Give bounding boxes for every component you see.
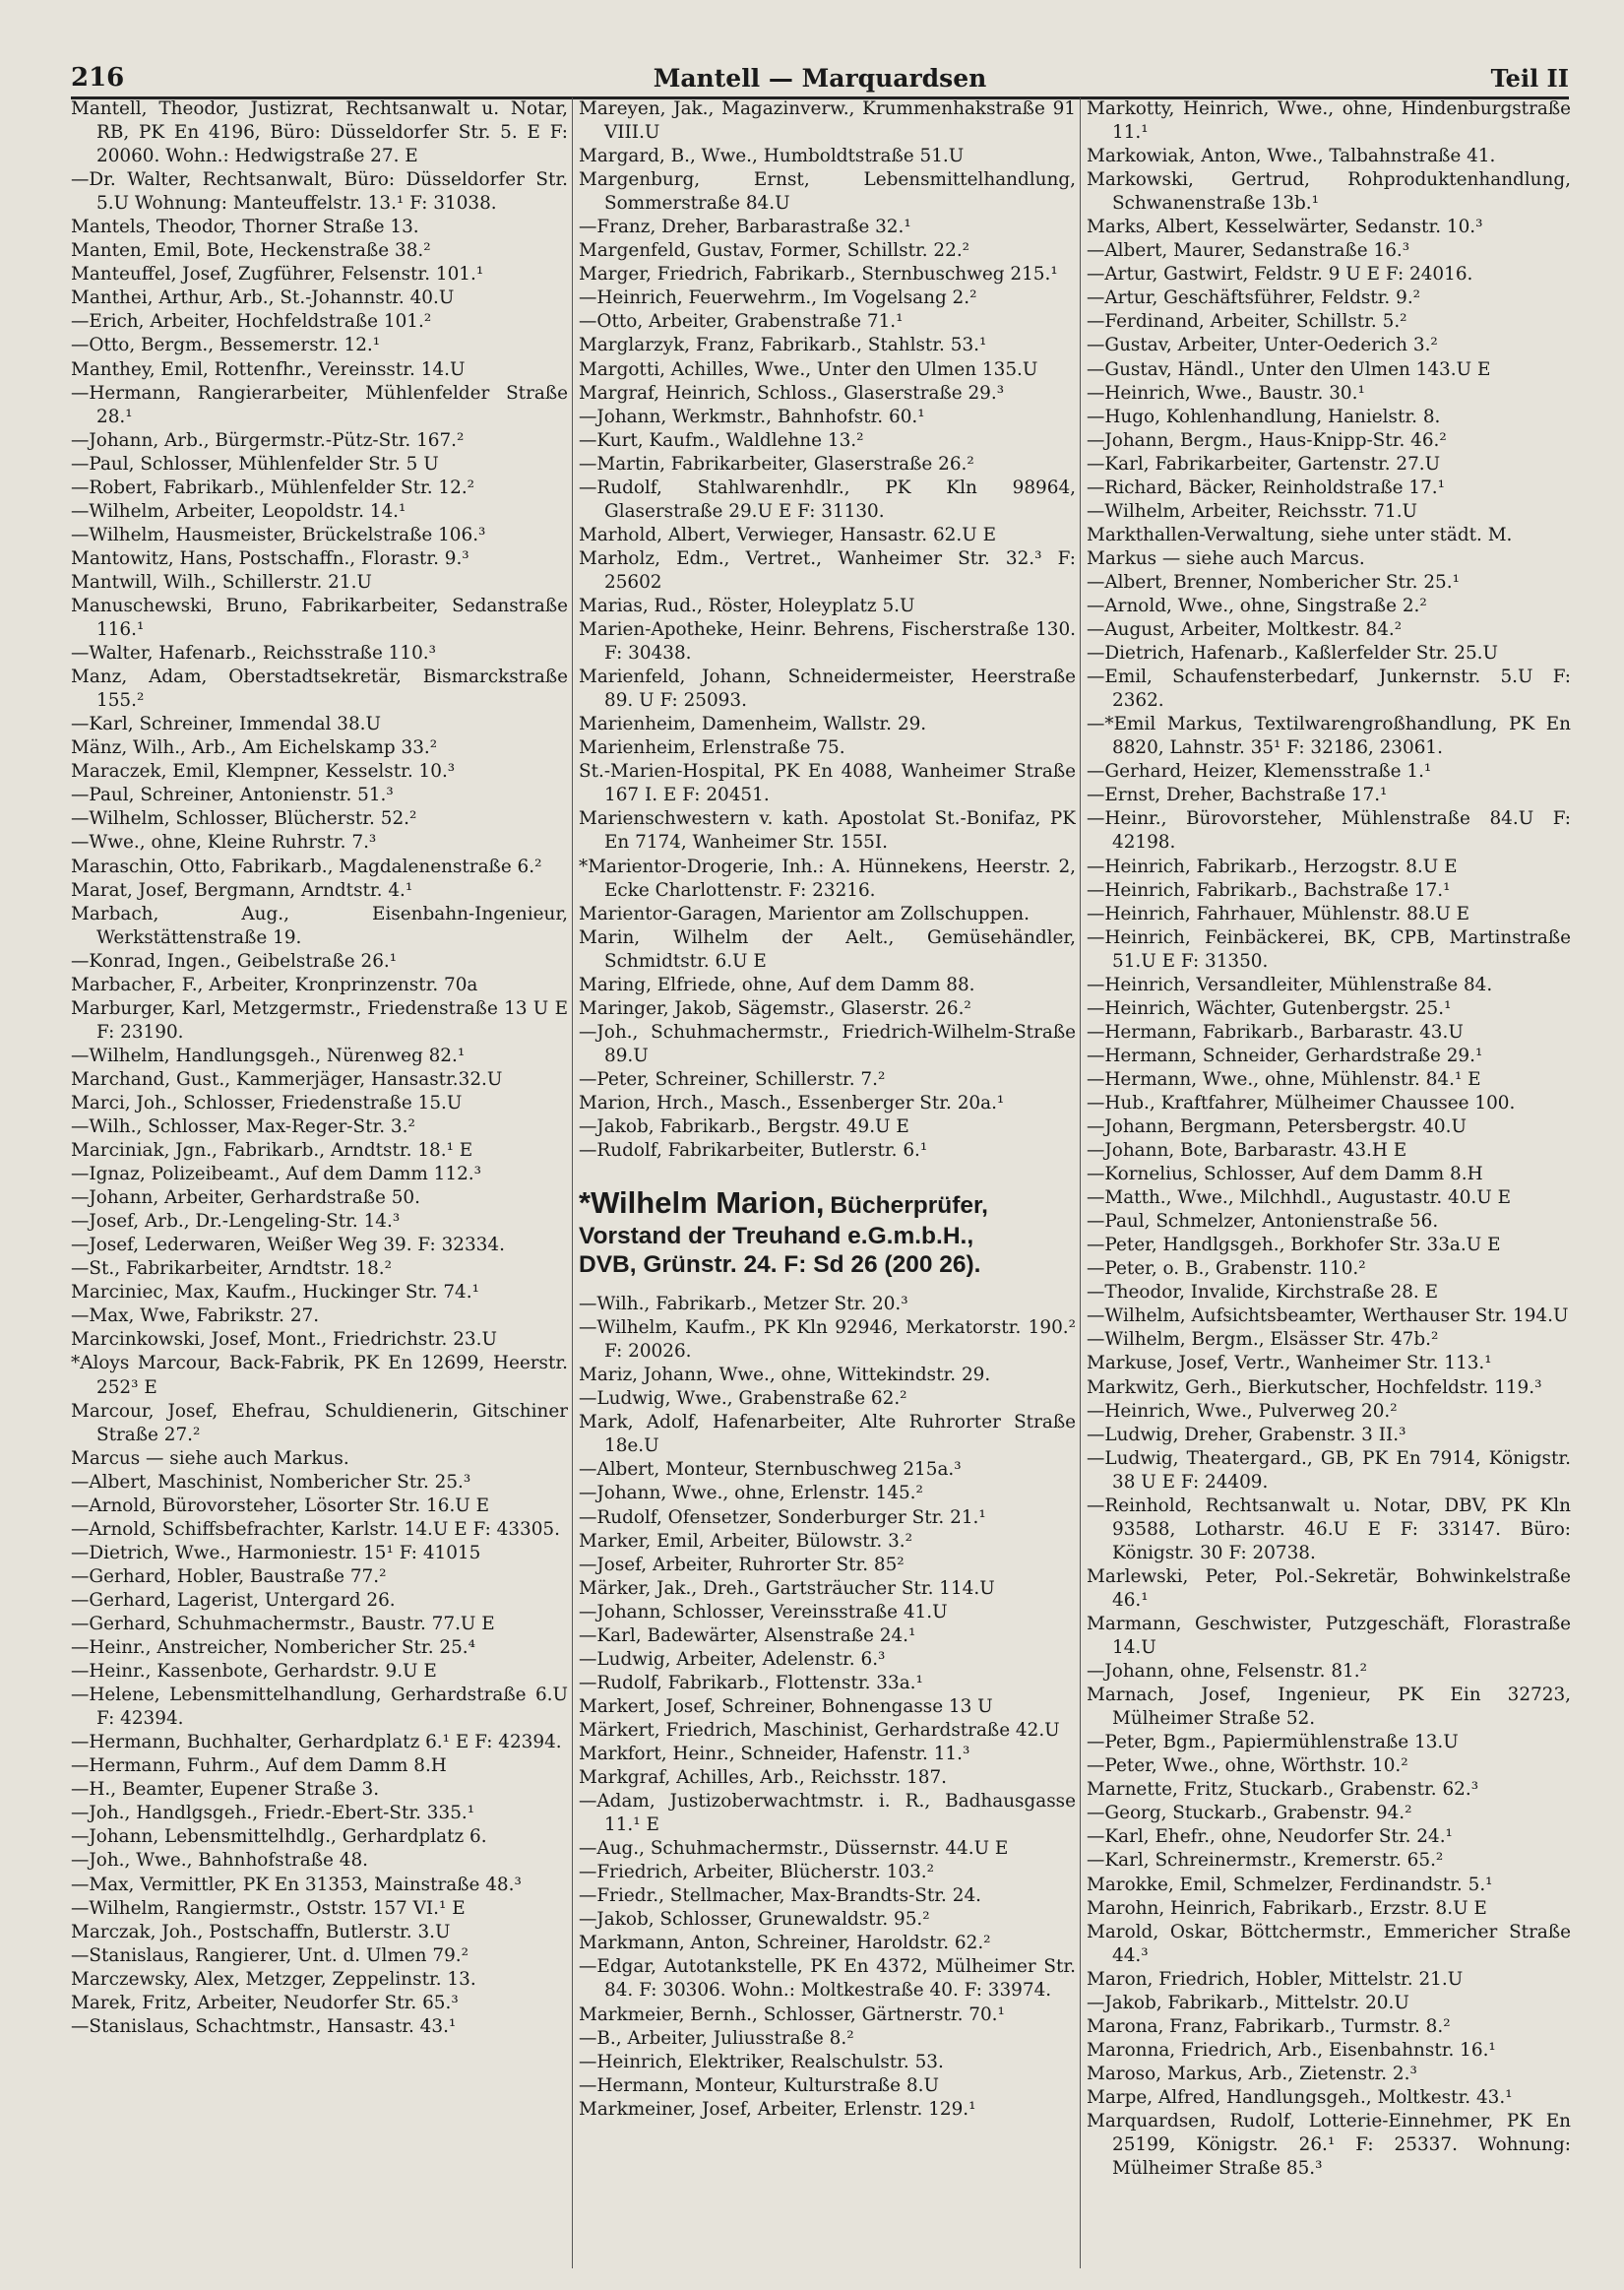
directory-entry: Marquardsen, Rudolf, Lotterie-Einnehmer, PK En 25199, Königstr. 26.¹ F: 25337. Wohnung: Mülheimer Straße 85.³ xyxy=(1087,2110,1571,2180)
directory-entry: —Dietrich, Wwe., Harmoniestr. 15¹ F: 41015 xyxy=(71,1542,481,1563)
directory-entry: Markmann, Anton, Schreiner, Haroldstr. 62.² xyxy=(579,1933,991,1954)
directory-entry: Marion, Hrch., Masch., Essenberger Str. 20a.¹ xyxy=(579,1092,1005,1113)
page-number: 216 xyxy=(71,63,125,93)
directory-entry: Markwitz, Gerh., Bierkutscher, Hochfeldstr. 119.³ xyxy=(1087,1376,1542,1398)
directory-entry: —Heinr., Kassenbote, Gerhardstr. 9.U E xyxy=(71,1661,437,1683)
directory-entry: —Paul, Schmelzer, Antonienstraße 56. xyxy=(1087,1211,1439,1233)
directory-entry: —Wilhelm, Rangiermstr., Oststr. 157 VI.¹ E xyxy=(71,1897,466,1919)
directory-entry: —Arnold, Wwe., ohne, Singstraße 2.² xyxy=(1087,595,1427,616)
directory-entry: Marburger, Karl, Metzgermstr., Friedenstraße 13 U E F: 23190. xyxy=(71,997,568,1043)
part-label: Teil II xyxy=(1490,64,1569,93)
directory-entry: —Wilhelm, Schlosser, Blücherstr. 52.² xyxy=(71,808,417,830)
directory-entry: —Albert, Brenner, Nombericher Str. 25.¹ xyxy=(1087,571,1460,593)
directory-entry: Maron, Friedrich, Hobler, Mittelstr. 21.U xyxy=(1087,1968,1464,1990)
directory-entry: —Walter, Hafenarb., Reichsstraße 110.³ xyxy=(71,643,436,665)
directory-entry: —Wilhelm, Kaufm., PK Kln 92946, Merkatorstr. 190.² F: 20026. xyxy=(579,1317,1076,1363)
directory-entry: Mark, Adolf, Hafenarbeiter, Alte Ruhrorter Straße 18e.U xyxy=(579,1412,1076,1457)
directory-entry: Marpe, Alfred, Handlungsgeh., Moltkestr. 43.¹ xyxy=(1087,2086,1513,2108)
ad-name: *Wilhelm Marion, xyxy=(579,1185,825,1221)
directory-entry: —Karl, Badewärter, Alsenstraße 24.¹ xyxy=(579,1624,916,1646)
directory-entry: Marciniec, Max, Kaufm., Huckinger Str. 74.¹ xyxy=(71,1282,479,1304)
directory-entry: —Gustav, Händl., Unter den Ulmen 143.U E xyxy=(1087,358,1491,380)
directory-entry: Markowski, Gertrud, Rohproduktenhandlung, Schwanenstraße 13b.¹ xyxy=(1087,169,1571,215)
directory-entry: Marci, Joh., Schlosser, Friedenstraße 15.U xyxy=(71,1092,463,1113)
directory-entry: —Karl, Schreinermstr., Kremerstr. 65.² xyxy=(1087,1850,1444,1872)
directory-entry: —Heinrich, Elektriker, Realschulstr. 53. xyxy=(579,2051,944,2072)
directory-entry: —Rudolf, Fabrikarb., Flottenstr. 33a.¹ xyxy=(579,1672,923,1693)
directory-entry: —Heinrich, Fahrhauer, Mühlenstr. 88.U E xyxy=(1087,903,1470,924)
directory-entry: —Hermann, Wwe., ohne, Mühlenstr. 84.¹ E xyxy=(1087,1068,1481,1090)
directory-entry: —Josef, Arb., Dr.-Lengeling-Str. 14.³ xyxy=(71,1211,401,1233)
directory-entry: Marienheim, Erlenstraße 75. xyxy=(579,737,845,759)
directory-entry: —Helene, Lebensmittelhandlung, Gerhardstraße 6.U F: 42394. xyxy=(71,1685,568,1730)
directory-entry: Markus — siehe auch Marcus. xyxy=(1087,547,1365,569)
directory-entry: —Johann, Werkmstr., Bahnhofstr. 60.¹ xyxy=(579,406,925,427)
directory-entry: —Aug., Schuhmachermstr., Düssernstr. 44.U E xyxy=(579,1838,1009,1860)
directory-entry: —Gustav, Arbeiter, Unter-Oederich 3.² xyxy=(1087,335,1438,356)
directory-entry: —Jakob, Fabrikarb., Bergstr. 49.U E xyxy=(579,1116,909,1138)
directory-entry: —August, Arbeiter, Moltkestr. 84.² xyxy=(1087,619,1403,641)
directory-entry: —Dr. Walter, Rechtsanwalt, Büro: Düsseldorfer Str. 5.U Wohnung: Manteuffelstr. 13.¹ F: 31038. xyxy=(71,169,568,215)
directory-entry: Manten, Emil, Bote, Heckenstraße 38.² xyxy=(71,240,431,262)
directory-entry: —H., Beamter, Eupener Straße 3. xyxy=(71,1779,380,1801)
directory-entry: —Peter, Handlgsgeh., Borkhofer Str. 33a.U E xyxy=(1087,1235,1501,1256)
directory-entry: Manz, Adam, Oberstadtsekretär, Bismarckstraße 155.² xyxy=(71,667,568,712)
directory-entry: —Heinrich, Feuerwehrm., Im Vogelsang 2.² xyxy=(579,287,977,309)
directory-entry: —Albert, Monteur, Sternbuschweg 215a.³ xyxy=(579,1459,962,1481)
directory-entry: —Heinrich, Wwe., Baustr. 30.¹ xyxy=(1087,382,1365,404)
directory-entry: Marczak, Joh., Postschaffn, Butlerstr. 3.U xyxy=(71,1921,451,1942)
directory-entry: —Ernst, Dreher, Bachstraße 17.¹ xyxy=(1087,785,1388,806)
directory-entry: Märker, Jak., Dreh., Gartsträucher Str. 114.U xyxy=(579,1577,995,1599)
directory-entry: —Franz, Dreher, Barbarastraße 32.¹ xyxy=(579,217,911,238)
directory-entry: —Friedrich, Arbeiter, Blücherstr. 103.² xyxy=(579,1862,935,1883)
directory-entry: —Josef, Lederwaren, Weißer Weg 39. F: 32334. xyxy=(71,1235,505,1256)
directory-entry: Maraschin, Otto, Fabrikarb., Magdalenenstraße 6.² xyxy=(71,856,542,877)
directory-entry: —Paul, Schreiner, Antonienstr. 51.³ xyxy=(71,785,394,806)
directory-entry: —Hub., Kraftfahrer, Mülheimer Chaussee 100. xyxy=(1087,1092,1516,1113)
directory-entry: —Karl, Ehefr., ohne, Neudorfer Str. 24.¹ xyxy=(1087,1826,1453,1848)
directory-entry: Mariz, Johann, Wwe., ohne, Wittekindstr. 29. xyxy=(579,1365,991,1386)
directory-entry: —Wilh., Schlosser, Max-Reger-Str. 3.² xyxy=(71,1116,415,1138)
directory-entry: —Peter, Bgm., Papiermühlenstraße 13.U xyxy=(1087,1732,1459,1753)
directory-entry: Manthey, Emil, Rottenfhr., Vereinsstr. 14.U xyxy=(71,358,466,380)
directory-entry: —Peter, Schreiner, Schillerstr. 7.² xyxy=(579,1068,886,1090)
directory-entry: —B., Arbeiter, Juliusstraße 8.² xyxy=(579,2027,854,2049)
directory-entry: —Heinrich, Wwe., Pulverweg 20.² xyxy=(1087,1400,1398,1422)
directory-entry: —Stanislaus, Schachtmstr., Hansastr. 43.¹ xyxy=(71,2015,457,2037)
column-middle-bottom xyxy=(579,1293,1076,2122)
directory-entry: Marientor-Garagen, Marientor am Zollschuppen. xyxy=(579,903,1030,924)
directory-entry: Mantels, Theodor, Thorner Straße 13. xyxy=(71,217,419,238)
directory-entry: —Albert, Maschinist, Nombericher Str. 25.³ xyxy=(71,1471,471,1493)
directory-entry: —Hermann, Buchhalter, Gerhardplatz 6.¹ E F: 42394. xyxy=(71,1732,562,1753)
directory-entry: —Arnold, Schiffsbefrachter, Karlstr. 14.U E F: 43305. xyxy=(71,1518,560,1540)
directory-entry: Mantell, Theodor, Justizrat, Rechtsanwalt u. Notar, RB, PK En 4196, Büro: Düsseldorfer Str. 5. E F: 20060. Wohn.: Hedwigstraße 27. E xyxy=(71,98,568,167)
directory-entry: Marienschwestern v. kath. Apostolat St.-Bonifaz, PK En 7174, Wanheimer Str. 155I. xyxy=(579,808,1076,854)
directory-entry: —Ludwig, Dreher, Grabenstr. 3 II.³ xyxy=(1087,1424,1406,1445)
directory-entry: —Ferdinand, Arbeiter, Schillstr. 5.² xyxy=(1087,311,1407,333)
directory-entry: —Ludwig, Arbeiter, Adelenstr. 6.³ xyxy=(579,1648,886,1670)
directory-entry: —Heinrich, Wächter, Gutenbergstr. 25.¹ xyxy=(1087,997,1452,1019)
directory-entry: Marek, Fritz, Arbeiter, Neudorfer Str. 65.³ xyxy=(71,1992,459,2013)
directory-entry: —Johann, Lebensmittelhdlg., Gerhardplatz 6. xyxy=(71,1826,487,1848)
directory-entry: —Heinrich, Fabrikarb., Bachstraße 17.¹ xyxy=(1087,879,1451,901)
directory-entry: Marmann, Geschwister, Putzgeschäft, Florastraße 14.U xyxy=(1087,1614,1571,1659)
directory-entry: Marien-Apotheke, Heinr. Behrens, Fischerstraße 130. F: 30438. xyxy=(579,619,1076,665)
directory-entry: Marczewsky, Alex, Metzger, Zeppelinstr. 13. xyxy=(71,1968,476,1990)
directory-entry: —Karl, Fabrikarbeiter, Gartenstr. 27.U xyxy=(1087,453,1441,475)
directory-entry: Märkert, Friedrich, Maschinist, Gerhardstraße 42.U xyxy=(579,1719,1060,1741)
directory-entry: Marbacher, F., Arbeiter, Kronprinzenstr. 70a xyxy=(71,974,478,995)
advertisement-marion xyxy=(579,1182,1076,1285)
directory-entry: Markmeiner, Josef, Arbeiter, Erlenstr. 129.¹ xyxy=(579,2098,976,2120)
directory-entry: Marcus — siehe auch Markus. xyxy=(71,1447,349,1469)
directory-entry: —Edgar, Autotankstelle, PK En 4372, Mülheimer Str. 84. F: 30306. Wohn.: Moltkestraße 40. F: 33974. xyxy=(579,1956,1076,2002)
directory-entry: —Wilhelm, Hausmeister, Brückelstraße 106.³ xyxy=(71,524,486,545)
directory-entry: Maronna, Friedrich, Arb., Eisenbahnstr. 16.¹ xyxy=(1087,2039,1496,2061)
directory-entry: Markert, Josef, Schreiner, Bohnengasse 13 U xyxy=(579,1695,993,1717)
directory-entry: Mareyen, Jak., Magazinverw., Krummenhakstraße 91 VIII.U xyxy=(579,98,1076,144)
ad-role: Bücherprüfer, xyxy=(830,1192,988,1220)
page-header xyxy=(71,57,1569,99)
directory-entry: —Adam, Justizoberwachtmstr. i. R., Badhausgasse 11.¹ E xyxy=(579,1791,1076,1836)
directory-entry: Marcinkowski, Josef, Mont., Friedrichstr. 23.U xyxy=(71,1329,497,1351)
directory-entry: —*Emil Markus, Textilwarengroßhandlung, PK En 8820, Lahnstr. 35¹ F: 32186, 23061. xyxy=(1087,714,1571,759)
directory-entry: —Hermann, Fabrikarb., Barbarastr. 43.U xyxy=(1087,1021,1464,1043)
directory-entry: —Hermann, Rangierarbeiter, Mühlenfelder Straße 28.¹ xyxy=(71,382,568,427)
directory-entry: Marger, Friedrich, Fabrikarb., Sternbuschweg 215.¹ xyxy=(579,264,1058,286)
directory-entry: Marks, Albert, Kesselwärter, Sedanstr. 10.³ xyxy=(1087,217,1483,238)
directory-entry: —Heinrich, Versandleiter, Mühlenstraße 84. xyxy=(1087,974,1493,995)
directory-entry: —Karl, Schreiner, Immendal 38.U xyxy=(71,714,382,735)
directory-entry: —Stanislaus, Rangierer, Unt. d. Ulmen 79.² xyxy=(71,1944,468,1966)
page-title: Mantell — Marquardsen xyxy=(653,64,987,93)
directory-entry: —Johann, Bote, Barbarastr. 43.H E xyxy=(1087,1140,1407,1162)
directory-entry: —Rudolf, Ofensetzer, Sonderburger Str. 21.¹ xyxy=(579,1506,986,1528)
directory-entry: Marchand, Gust., Kammerjäger, Hansastr.32.U xyxy=(71,1068,503,1090)
directory-entry: Markgraf, Achilles, Arb., Reichsstr. 187. xyxy=(579,1767,947,1789)
directory-entry: —Johann, Bergm., Haus-Knipp-Str. 46.² xyxy=(1087,429,1447,451)
directory-entry: Mantwill, Wilh., Schillerstr. 21.U xyxy=(71,571,372,593)
directory-entry: —Josef, Arbeiter, Ruhrorter Str. 85² xyxy=(579,1554,905,1575)
directory-entry: —Ignaz, Polizeibeamt., Auf dem Damm 112.³ xyxy=(71,1164,481,1185)
directory-entry: Marona, Franz, Fabrikarb., Turmstr. 8.² xyxy=(1087,2015,1451,2037)
directory-entry: Margraf, Heinrich, Schloss., Glaserstraße 29.³ xyxy=(579,382,1005,404)
directory-entry: Marker, Emil, Arbeiter, Bülowstr. 3.² xyxy=(579,1530,913,1552)
directory-entry: —Reinhold, Rechtsanwalt u. Notar, DBV, PK Kln 93588, Lotharstr. 46.U E F: 33147. Büro: Königstr. 30 F: 20738. xyxy=(1087,1495,1571,1563)
directory-entry: —Matth., Wwe., Milchhdl., Augustastr. 40.U E xyxy=(1087,1187,1512,1209)
directory-entry: —Heinr., Bürovorsteher, Mühlenstraße 84.U F: 42198. xyxy=(1087,808,1571,854)
directory-entry: Marienheim, Damenheim, Wallstr. 29. xyxy=(579,714,927,735)
directory-entry: —Wilhelm, Handlungsgeh., Nürenweg 82.¹ xyxy=(71,1045,466,1066)
directory-entry: Marokke, Emil, Schmelzer, Ferdinandstr. 5.¹ xyxy=(1087,1874,1493,1895)
directory-entry: —Wilhelm, Bergm., Elsässer Str. 47b.² xyxy=(1087,1329,1439,1351)
directory-entry: —Joh., Schuhmachermstr., Friedrich-Wilhelm-Straße 89.U xyxy=(579,1021,1076,1066)
directory-entry: Marhold, Albert, Verwieger, Hansastr. 62.U E xyxy=(579,524,996,545)
directory-entry: —Wwe., ohne, Kleine Ruhrstr. 7.³ xyxy=(71,832,377,854)
directory-entry: —Ludwig, Theatergard., GB, PK En 7914, Königstr. 38 U E F: 24409. xyxy=(1087,1447,1571,1493)
directory-entry: Marnach, Josef, Ingenieur, PK Ein 32723, Mülheimer Straße 52. xyxy=(1087,1685,1571,1730)
directory-entry: —Konrad, Ingen., Geibelstraße 26.¹ xyxy=(71,950,398,972)
directory-entry: —Max, Vermittler, PK En 31353, Mainstraße 48.³ xyxy=(71,1874,522,1895)
directory-entry: —Hugo, Kohlenhandlung, Hanielstr. 8. xyxy=(1087,406,1441,427)
directory-entry: —Joh., Wwe., Bahnhofstraße 48. xyxy=(71,1850,369,1872)
directory-entry: —Heinrich, Feinbäckerei, BK, CPB, Martinstraße 51.U E F: 31350. xyxy=(1087,926,1571,972)
directory-entry: Maringer, Jakob, Sägemstr., Glaserstr. 26.² xyxy=(579,997,971,1019)
directory-entry: —Otto, Bergm., Bessemerstr. 12.¹ xyxy=(71,335,381,356)
directory-entry: —Wilhelm, Arbeiter, Reichsstr. 71.U xyxy=(1087,500,1418,522)
directory-entry: Marciniak, Jgn., Fabrikarb., Arndtstr. 18.¹ E xyxy=(71,1140,473,1162)
directory-entry: —Hermann, Monteur, Kulturstraße 8.U xyxy=(579,2074,939,2096)
directory-entry: St.-Marien-Hospital, PK En 4088, Wanheimer Straße 167 I. E F: 20451. xyxy=(579,761,1076,806)
directory-entry: —Peter, o. B., Grabenstr. 110.² xyxy=(1087,1258,1366,1280)
directory-entry: —Kurt, Kaufm., Waldlehne 13.² xyxy=(579,429,864,451)
directory-entry: Marat, Josef, Bergmann, Arndtstr. 4.¹ xyxy=(71,879,413,901)
directory-entry: —Paul, Schlosser, Mühlenfelder Str. 5 U xyxy=(71,453,439,475)
directory-entry: —Albert, Maurer, Sedanstraße 16.³ xyxy=(1087,240,1410,262)
directory-entry: Margenfeld, Gustav, Former, Schillstr. 22.² xyxy=(579,240,970,262)
directory-entry: Maroso, Markus, Arb., Zietenstr. 2.³ xyxy=(1087,2063,1417,2084)
directory-entry: —Peter, Wwe., ohne, Wörthstr. 10.² xyxy=(1087,1755,1408,1777)
directory-entry: Margenburg, Ernst, Lebensmittelhandlung, Sommerstraße 84.U xyxy=(579,169,1076,215)
directory-entry: Maraczek, Emil, Klempner, Kesselstr. 10.³ xyxy=(71,761,456,783)
directory-entry: Marnette, Fritz, Stuckarb., Grabenstr. 62.³ xyxy=(1087,1779,1479,1801)
directory-entry: Manuschewski, Bruno, Fabrikarbeiter, Sedanstraße 116.¹ xyxy=(71,595,568,641)
column-left xyxy=(71,97,568,2273)
directory-entry: Markuse, Josef, Vertr., Wanheimer Str. 113.¹ xyxy=(1087,1353,1492,1374)
directory-entry: Marias, Rud., Röster, Holeyplatz 5.U xyxy=(579,595,915,616)
directory-entry: Marcour, Josef, Ehefrau, Schuldienerin, Gitschiner Straße 27.² xyxy=(71,1400,568,1445)
column-middle xyxy=(579,97,1076,2273)
directory-entry: *Aloys Marcour, Back-Fabrik, PK En 12699, Heerstr. 252³ E xyxy=(71,1353,568,1398)
directory-entry: —Kornelius, Schlosser, Auf dem Damm 8.H xyxy=(1087,1164,1483,1185)
directory-entry: Margard, B., Wwe., Humboldtstraße 51.U xyxy=(579,146,965,167)
directory-entry: Marienfeld, Johann, Schneidermeister, Heerstraße 89. U F: 25093. xyxy=(579,667,1076,712)
directory-entry: —Rudolf, Stahlwarenhdlr., PK Kln 98964, Glaserstraße 29.U E F: 31130. xyxy=(579,477,1076,522)
directory-entry: Markmeier, Bernh., Schlosser, Gärtnerstr. 70.¹ xyxy=(579,2004,1005,2025)
directory-entry: —Gerhard, Lagerist, Untergard 26. xyxy=(71,1589,396,1611)
directory-entry: —Joh., Handlgsgeh., Friedr.-Ebert-Str. 335.¹ xyxy=(71,1803,475,1824)
directory-entry: Marholz, Edm., Vertret., Wanheimer Str. 32.³ F: 25602 xyxy=(579,547,1076,593)
directory-entry: —Artur, Geschäftsführer, Feldstr. 9.² xyxy=(1087,287,1421,309)
directory-entry: Marohn, Heinrich, Fabrikarb., Erzstr. 8.U E xyxy=(1087,1897,1487,1919)
directory-entry: —Otto, Arbeiter, Grabenstraße 71.¹ xyxy=(579,311,904,333)
directory-entry: Marbach, Aug., Eisenbahn-Ingenieur, Werkstättenstraße 19. xyxy=(71,903,568,948)
directory-entry: —Gerhard, Heizer, Klemensstraße 1.¹ xyxy=(1087,761,1432,783)
directory-entry: —Dietrich, Hafenarb., Kaßlerfelder Str. 25.U xyxy=(1087,643,1499,665)
ad-line-3: DVB, Grünstr. 24. F: Sd 26 (200 26). xyxy=(579,1251,981,1279)
column-middle-top xyxy=(579,97,1076,1163)
directory-entry: —Johann, Wwe., ohne, Erlenstr. 145.² xyxy=(579,1483,923,1504)
directory-entry: —Gerhard, Hobler, Baustraße 77.² xyxy=(71,1565,387,1587)
directory-entry: Marin, Wilhelm der Aelt., Gemüsehändler, Schmidtstr. 6.U E xyxy=(579,926,1076,972)
directory-entry: —Richard, Bäcker, Reinholdstraße 17.¹ xyxy=(1087,477,1445,498)
directory-entry: —Jakob, Fabrikarb., Mittelstr. 20.U xyxy=(1087,1992,1409,2013)
directory-entry: —Wilhelm, Aufsichtsbeamter, Werthauser Str. 194.U xyxy=(1087,1305,1569,1327)
directory-entry: —Emil, Schaufensterbedarf, Junkernstr. 5.U F: 2362. xyxy=(1087,667,1571,712)
column-divider xyxy=(1080,97,1081,2268)
directory-entry: Markotty, Heinrich, Wwe., ohne, Hindenburgstraße 11.¹ xyxy=(1087,98,1571,144)
directory-entry: —Erich, Arbeiter, Hochfeldstraße 101.² xyxy=(71,311,432,333)
directory-entry: Margotti, Achilles, Wwe., Unter den Ulmen 135.U xyxy=(579,358,1038,380)
directory-entry: Manthei, Arthur, Arb., St.-Johannstr. 40.U xyxy=(71,287,455,309)
directory-entry: Marlewski, Peter, Pol.-Sekretär, Bohwinkelstraße 46.¹ xyxy=(1087,1565,1571,1611)
directory-entry: —Heinr., Anstreicher, Nombericher Str. 25.⁴ xyxy=(71,1637,476,1659)
directory-entry: —Hermann, Schneider, Gerhardstraße 29.¹ xyxy=(1087,1045,1483,1066)
column-divider xyxy=(572,97,573,2268)
directory-entry: Mänz, Wilh., Arb., Am Eichelskamp 33.² xyxy=(71,737,438,759)
directory-entry: —Hermann, Fuhrm., Auf dem Damm 8.H xyxy=(71,1755,447,1777)
directory-entry: —Johann, Bergmann, Petersbergstr. 40.U xyxy=(1087,1116,1467,1138)
directory-entry: —Wilhelm, Arbeiter, Leopoldstr. 14.¹ xyxy=(71,500,406,522)
directory-entry: —Max, Wwe, Fabrikstr. 27. xyxy=(71,1305,320,1327)
directory-entry: —Arnold, Bürovorsteher, Lösorter Str. 16.U E xyxy=(71,1495,490,1516)
directory-entry: Manteuffel, Josef, Zugführer, Felsenstr. 101.¹ xyxy=(71,264,484,286)
directory-entry: —Gerhard, Schuhmachermstr., Baustr. 77.U E xyxy=(71,1614,495,1634)
directory-entry: —Johann, ohne, Felsenstr. 81.² xyxy=(1087,1661,1367,1683)
directory-entry: —Wilh., Fabrikarb., Metzer Str. 20.³ xyxy=(579,1294,908,1315)
directory-entry: —Ludwig, Wwe., Grabenstraße 62.² xyxy=(579,1388,907,1410)
directory-entry: —Theodor, Invalide, Kirchstraße 28. E xyxy=(1087,1282,1439,1304)
directory-entry: —Robert, Fabrikarb., Mühlenfelder Str. 12.² xyxy=(71,477,475,498)
directory-entry: Markfort, Heinr., Schneider, Hafenstr. 11.³ xyxy=(579,1744,970,1764)
directory-entry: *Marientor-Drogerie, Inh.: A. Hünnekens, Heerstr. 2, Ecke Charlottenstr. F: 23216. xyxy=(579,856,1076,901)
directory-entry: Marold, Oskar, Böttchermstr., Emmericher Straße 44.³ xyxy=(1087,1921,1571,1966)
directory-entry: —Georg, Stuckarb., Grabenstr. 94.² xyxy=(1087,1803,1412,1824)
directory-entry: —Friedr., Stellmacher, Max-Brandts-Str. 24. xyxy=(579,1885,981,1907)
directory-entry: —Johann, Arbeiter, Gerhardstraße 50. xyxy=(71,1187,420,1209)
directory-entry: —Johann, Arb., Bürgermstr.-Pütz-Str. 167.² xyxy=(71,429,465,451)
directory-entry: —Johann, Schlosser, Vereinsstraße 41.U xyxy=(579,1601,948,1622)
directory-entry: —Rudolf, Fabrikarbeiter, Butlerstr. 6.¹ xyxy=(579,1140,928,1162)
directory-entry: Mantowitz, Hans, Postschaffn., Florastr. 9.³ xyxy=(71,547,469,569)
directory-entry: Markowiak, Anton, Wwe., Talbahnstraße 41. xyxy=(1087,146,1496,167)
column-right xyxy=(1087,97,1571,2273)
ad-line-2: Vorstand der Treuhand e.G.m.b.H., xyxy=(579,1223,974,1250)
directory-entry: —St., Fabrikarbeiter, Arndtstr. 18.² xyxy=(71,1258,393,1280)
directory-entry: Maring, Elfriede, ohne, Auf dem Damm 88. xyxy=(579,974,975,995)
directory-entry: —Artur, Gastwirt, Feldstr. 9 U E F: 24016. xyxy=(1087,264,1473,286)
directory-entry: —Heinrich, Fabrikarb., Herzogstr. 8.U E xyxy=(1087,856,1458,877)
directory-entry: Marglarzyk, Franz, Fabrikarb., Stahlstr. 53.¹ xyxy=(579,335,987,356)
directory-entry: —Martin, Fabrikarbeiter, Glaserstraße 26.² xyxy=(579,453,974,475)
directory-entry: —Jakob, Schlosser, Grunewaldstr. 95.² xyxy=(579,1909,930,1931)
directory-entry: Markthallen-Verwaltung, siehe unter städt. M. xyxy=(1087,524,1513,545)
